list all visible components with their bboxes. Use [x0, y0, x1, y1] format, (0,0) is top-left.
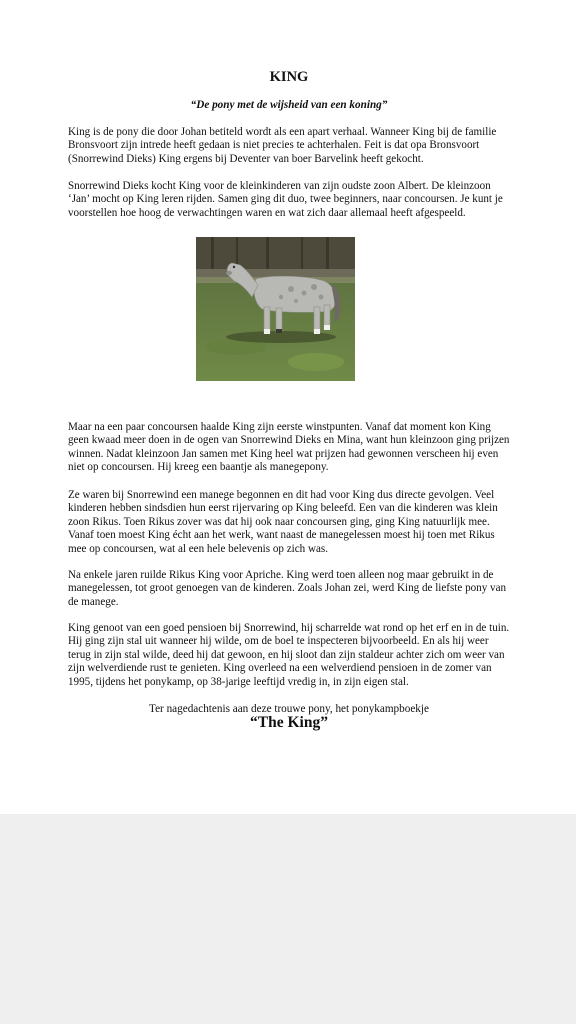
paragraph-5: Na enkele jaren ruilde Rikus King voor Apriche. King werd toen alleen nog maar gebruikt in de manegelessen, tot groot genoegen van de kinderen. Zoals Johan zei, werd King de liefste pony van de manege.	[68, 569, 507, 608]
grey-horse-photo-icon	[196, 237, 355, 381]
memorial-line: Ter nagedachtenis aan deze trouwe pony, het ponykampboekje	[149, 703, 429, 715]
document-subtitle: “De pony met de wijsheid van een koning”	[190, 99, 388, 111]
paragraph-2: Snorrewind Dieks kocht King voor de kleinkinderen van zijn oudste zoon Albert. De kleinzoon ‘Jan’ mocht op King leren rijden. Samen ging dit duo, twee beginners, naar concoursen. Je kunt je voorstellen hoe hoog de verwachtingen waren en wat zich daar allemaal heeft afgespeeld.	[68, 180, 503, 219]
paragraph-6: King genoot van een goed pensioen bij Snorrewind, hij scharrelde wat rond op het erf en in de tuin. Hij ging zijn stal uit wanneer hij wilde, om de boel te inspecteren bijvoorbeeld. En als hij weer terug in zijn stal wilde, deed hij dat gewoon, en hij sloot dan zijn staldeur achter zich om weer van zijn welverdiende rust te genieten. King overleed na een welverdiend pensioen in de zomer van 1995, tijdens het ponykamp, op 38-jarige leeftijd vredig in, in zijn eigen stal.	[68, 622, 510, 688]
horse-photo	[196, 237, 355, 381]
document-title: KING	[269, 69, 309, 85]
paragraph-4: Ze waren bij Snorrewind een manege begonnen en dit had voor King dus directe gevolgen. Veel kinderen hebben sindsdien hun eerst rijervaring op King beleefd. Een van die kinderen was klein zoon Rikus. Toen Rikus zover was dat hij ook naar concoursen ging, ging King natuurlijk mee. Vanaf toen moest King écht aan het werk, want naast de manegelessen moest hij toen met Rikus mee op concoursen, wat al een hele belevenis op zich was.	[68, 489, 498, 555]
paragraph-1: King is de pony die door Johan betiteld wordt als een apart verhaal. Wanneer King bij de familie Bronsvoort zijn intrede heeft gedaan is niet precies te achterhalen. Feit is dat opa Bronsvoort (Snorrewind Dieks) King ergens bij Deventer van boer Barvelink heeft gekocht.	[68, 126, 497, 165]
paragraph-3: Maar na een paar concoursen haalde King zijn eerste winstpunten. Vanaf dat moment kon King geen kwaad meer doen in de ogen van Snorrewind Dieks en Mina, want hun kleinzoon ging prijzen winnen. Nadat kleinzoon Jan samen met King heel wat prijzen had gewonnen verscheen hij even niet op concoursen. Hij kreeg een baantje als manegepony.	[68, 421, 510, 474]
closing-title: “The King”	[250, 714, 328, 731]
